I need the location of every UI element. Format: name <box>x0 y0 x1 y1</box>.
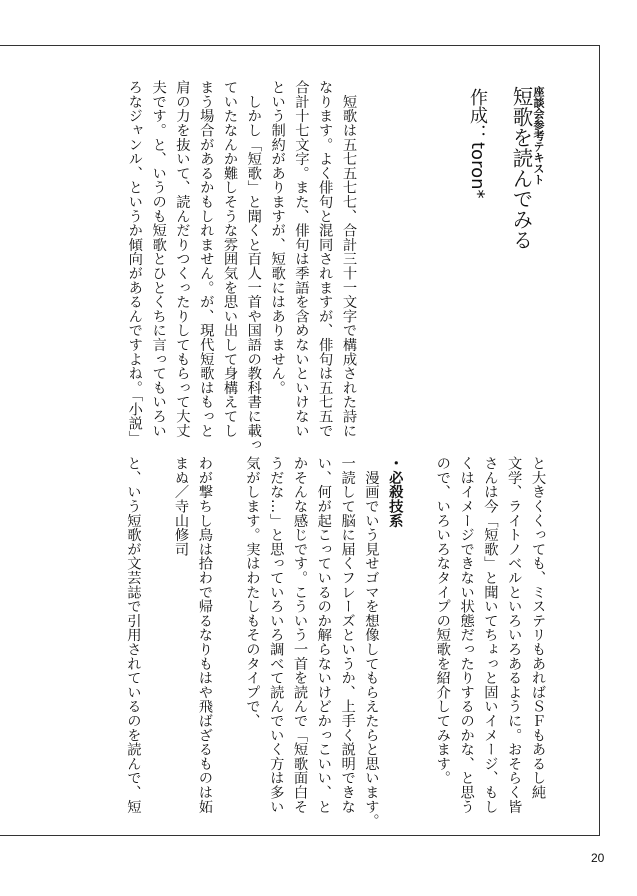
text-line: くはイメージできない状態だったりするのかな、と思う <box>458 456 475 814</box>
text-line: さんは今「短歌」と聞いてちょっと固いイメージ、もし <box>482 456 499 814</box>
section-heading: ・必殺技系 <box>387 456 404 528</box>
quoted-tanka: わが撃ちし鳥は拾わで帰るなりもはや飛ばざるものは妬 <box>196 456 213 814</box>
text-line: うだな…」と思っていろいろ調べて読んでいく方は多い <box>268 456 285 814</box>
text-line: ので、いろいろなタイプの短歌を紹介してみます。 <box>434 456 451 785</box>
body-text-lower <box>121 456 549 828</box>
text-line: かそんな感じです。こういう一首を読んで「短歌面白そ <box>292 456 309 814</box>
page-number: 20 <box>591 851 605 865</box>
text-line: まう場合があるかもしれません。が、現代短歌はもっと <box>198 80 215 438</box>
text-line: と大きくくっても、ミステリもあればＳＦもあるし純 <box>530 456 546 800</box>
text-line: しかし「短歌」と聞くと百人一首や国語の教科書に載っ <box>245 80 262 452</box>
text-line: 肩の力を抜いて、読んだりつくったりしてもらって大丈 <box>174 80 191 438</box>
page-title: 短歌を読んでみる <box>509 86 533 250</box>
text-line: 合計十七文字。また、俳句は季語を含めないといけない <box>293 80 310 438</box>
author: 作成：toron* <box>467 88 488 199</box>
text-line: という制約がありますが、短歌にはありません。 <box>269 80 286 395</box>
blank-line <box>406 456 430 828</box>
text-line: 夫です。と、いうのも短歌とひとくちに言ってもいろい <box>150 80 167 438</box>
blank-line <box>216 456 240 828</box>
text-line: ていたなんか難しそうな雰囲気を思い出して身構えてし <box>222 80 239 438</box>
text-line: ろなジャンル、というか傾向があるんですよね。「小説」 <box>126 80 143 445</box>
text-line: 気がします。実はわたしもそのタイプで、 <box>244 456 261 728</box>
text-line: なります。よく俳句と混同されますが、俳句は五七五で <box>317 80 334 438</box>
text-line: 文学、ライトノベルといろいろあるように。おそらく皆 <box>506 456 523 814</box>
text-line: 短歌は五七五七七、合計三十一文字で構成された詩に <box>341 80 357 438</box>
blank-line <box>144 456 168 828</box>
subtitle: 座談会参考テキスト <box>532 86 545 185</box>
text-line: と、いう短歌が文芸誌で引用されているのを読んで、短 <box>125 456 142 814</box>
quoted-tanka-attribution: まぬ／寺山修司 <box>173 456 190 557</box>
text-line: 漫画でいう見せゴマを想像してもらえたらと思います。 <box>363 456 380 828</box>
body-text-upper <box>122 80 360 452</box>
text-line: 一読して脳に届くフレーズというか、上手く説明できな <box>339 456 356 814</box>
text-line: い、何が起こっているのか解らないけどかっこいい、と <box>315 456 332 814</box>
